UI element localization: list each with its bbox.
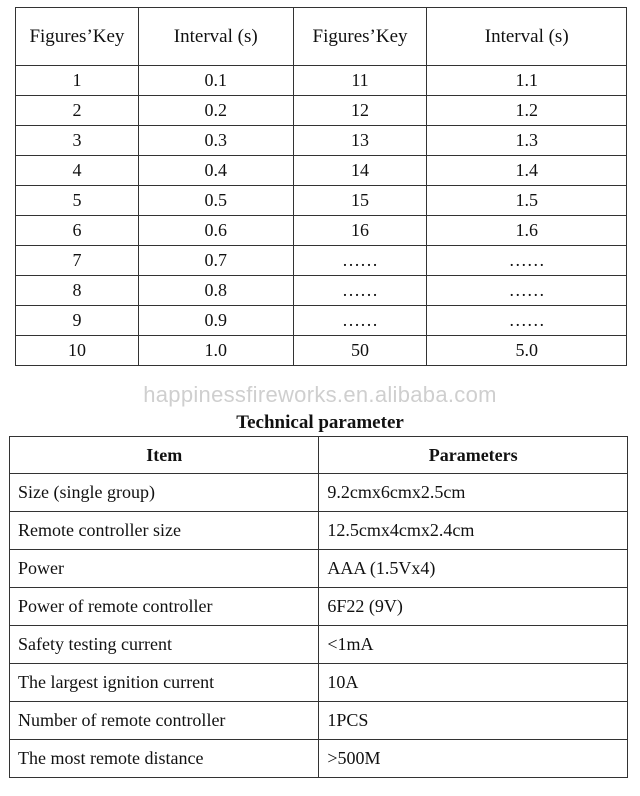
table-row: [16, 246, 627, 276]
table-cell: 1PCS: [319, 702, 628, 740]
table-cell: 12: [293, 96, 427, 126]
table-cell: 10A: [319, 664, 628, 702]
table-cell: 2: [16, 96, 139, 126]
table-row: [10, 588, 628, 626]
table-cell: 7: [16, 246, 139, 276]
table-cell: 9.2cmx6cmx2.5cm: [319, 474, 628, 512]
table-cell: Size (single group): [10, 474, 319, 512]
table-cell: Number of remote controller: [10, 702, 319, 740]
table-cell: 12.5cmx4cmx2.4cm: [319, 512, 628, 550]
table-cell: 50: [293, 336, 427, 366]
table-cell: 14: [293, 156, 427, 186]
table-row: [10, 474, 628, 512]
table-cell: 4: [16, 156, 139, 186]
table-cell: 13: [293, 126, 427, 156]
table-cell: 6F22 (9V): [319, 588, 628, 626]
table-cell: 1: [16, 66, 139, 96]
table-cell: 10: [16, 336, 139, 366]
table-cell: 0.3: [138, 126, 293, 156]
table-header-row: [10, 437, 628, 474]
table-row: [16, 306, 627, 336]
table-cell: <1mA: [319, 626, 628, 664]
table-cell: 1.1: [427, 66, 627, 96]
table-row: [10, 702, 628, 740]
technical-parameter-table: [9, 436, 628, 778]
table-cell: 11: [293, 66, 427, 96]
column-header: Item: [10, 437, 319, 474]
table-cell: 1.2: [427, 96, 627, 126]
table-row: [16, 156, 627, 186]
table-row: [10, 664, 628, 702]
table-cell: Remote controller size: [10, 512, 319, 550]
interval-key-table: [15, 7, 627, 366]
column-header: Interval (s): [427, 8, 627, 66]
table-cell: ……: [427, 276, 627, 306]
table-row: [10, 550, 628, 588]
table-cell: 1.0: [138, 336, 293, 366]
table-cell: The largest ignition current: [10, 664, 319, 702]
table-cell: 3: [16, 126, 139, 156]
column-header: Figures’Key: [293, 8, 427, 66]
table-cell: ……: [427, 246, 627, 276]
table-row: [16, 126, 627, 156]
column-header: Parameters: [319, 437, 628, 474]
table-cell: 1.6: [427, 216, 627, 246]
table-cell: ……: [427, 306, 627, 336]
table-cell: 6: [16, 216, 139, 246]
table-cell: 0.4: [138, 156, 293, 186]
table-cell: 0.5: [138, 186, 293, 216]
table-row: [16, 186, 627, 216]
table-row: [10, 512, 628, 550]
table-row: [16, 96, 627, 126]
table-cell: 16: [293, 216, 427, 246]
table-cell: 0.6: [138, 216, 293, 246]
table-cell: 1.4: [427, 156, 627, 186]
table-cell: Power: [10, 550, 319, 588]
table-cell: 9: [16, 306, 139, 336]
table-cell: 5.0: [427, 336, 627, 366]
table-cell: 0.9: [138, 306, 293, 336]
table-cell: Power of remote controller: [10, 588, 319, 626]
table-cell: 1.5: [427, 186, 627, 216]
table-cell: 0.7: [138, 246, 293, 276]
table-cell: The most remote distance: [10, 740, 319, 778]
table-row: [10, 740, 628, 778]
table-row: [16, 66, 627, 96]
column-header: Figures’Key: [16, 8, 139, 66]
table-cell: 5: [16, 186, 139, 216]
table-cell: ……: [293, 306, 427, 336]
column-header: Interval (s): [138, 8, 293, 66]
table-row: [10, 626, 628, 664]
table-header-row: [16, 8, 627, 66]
table-cell: ……: [293, 246, 427, 276]
table-cell: Safety testing current: [10, 626, 319, 664]
table-row: [16, 216, 627, 246]
table-cell: >500M: [319, 740, 628, 778]
table-cell: 0.1: [138, 66, 293, 96]
table-cell: 15: [293, 186, 427, 216]
table-row: [16, 276, 627, 306]
watermark-text: happinessfireworks.en.alibaba.com: [143, 382, 497, 407]
section-title: Technical parameter: [236, 412, 404, 433]
table-row: [16, 336, 627, 366]
table-cell: 0.2: [138, 96, 293, 126]
table-cell: 1.3: [427, 126, 627, 156]
table-cell: AAA (1.5Vx4): [319, 550, 628, 588]
table-cell: 8: [16, 276, 139, 306]
table-cell: 0.8: [138, 276, 293, 306]
table-cell: ……: [293, 276, 427, 306]
